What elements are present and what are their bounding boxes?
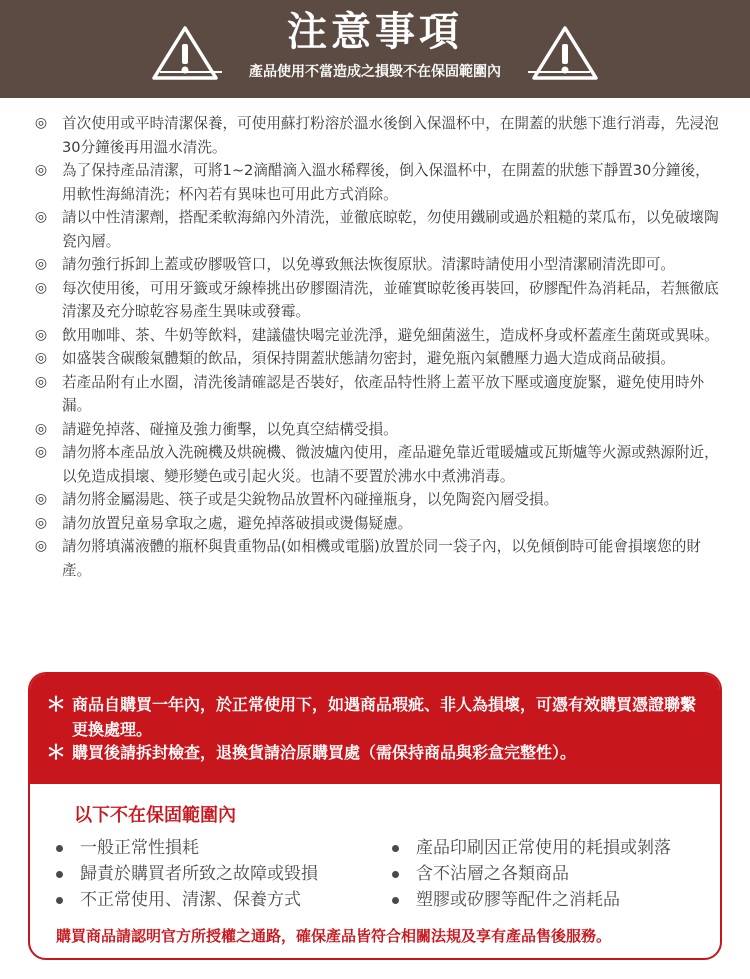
list-item — [30, 418, 724, 442]
exclusion-text: 塑膠或矽膠等配件之消耗品 — [416, 890, 620, 910]
list-item — [30, 324, 724, 348]
list-item — [30, 347, 724, 371]
list-item — [30, 159, 724, 206]
exclusion-item — [392, 862, 569, 886]
bullet-mark: ◎ — [34, 514, 48, 531]
exclusion-item — [56, 888, 301, 912]
warranty-line-1 — [46, 692, 706, 742]
bullet-dot — [392, 897, 399, 904]
warranty-box — [28, 672, 722, 960]
bullet-dot — [56, 871, 63, 878]
exclusion-item — [56, 862, 318, 886]
note-text: 飲用咖啡、茶、牛奶等飲料，建議儘快喝完並洗淨，避免細菌滋生，造成杯身或杯蓋產生菌斑或異味。 — [62, 326, 719, 344]
list-item — [30, 535, 724, 582]
bullet-mark: ◎ — [34, 538, 48, 554]
warranty-text-2: 購買後請拆封檢查，退換貨請洽原購買處（需保持商品與彩盒完整性）。 — [72, 743, 577, 762]
note-text: 請以中性清潔劑，搭配柔軟海綿內外清洗，並徹底晾乾，勿使用鐵刷或過於粗糙的菜瓜布，以免破壞陶瓷內層。 — [62, 209, 719, 250]
page-subtitle: 產品使用不當造成之損毀不在保固範圍內 — [249, 64, 501, 80]
list-item — [30, 112, 724, 159]
exclusion-item — [56, 836, 199, 860]
bullet-mark: ◎ — [34, 279, 48, 296]
bullet-mark: ◎ — [34, 162, 48, 178]
asterisk-mark: ＊ — [46, 692, 66, 716]
list-item — [30, 488, 724, 512]
bullet-mark: ◎ — [34, 420, 48, 437]
asterisk-mark: ＊ — [46, 740, 66, 764]
list-item — [30, 277, 724, 324]
note-text: 請勿將金屬湯匙、筷子或是尖銳物品放置杯內碰撞瓶身，以免陶瓷內層受損。 — [62, 491, 559, 508]
bullet-mark: ◎ — [34, 326, 48, 343]
exclusion-text: 含不沾層之各類商品 — [416, 864, 569, 884]
warranty-line-2 — [46, 740, 706, 765]
exclusion-text: 產品印刷因正常使用的耗損或剝落 — [416, 838, 671, 858]
exclusion-text: 一般正常性損耗 — [80, 838, 199, 858]
bullet-dot — [392, 845, 399, 852]
bullet-mark: ◎ — [34, 444, 48, 460]
bullet-mark: ◎ — [34, 373, 48, 390]
note-text: 請勿放置兒童易拿取之處，避免掉落破損或燙傷疑慮。 — [62, 514, 413, 532]
bullet-dot — [56, 845, 63, 852]
notice-header — [0, 0, 750, 98]
note-text: 首次使用或平時清潔保養，可使用蘇打粉溶於溫水後倒入保溫杯中，在開蓋的狀態下進行消毒，先浸泡30分鐘後再用溫水清洗。 — [62, 115, 719, 156]
bullet-dot — [392, 871, 399, 878]
warning-icon — [530, 24, 600, 82]
note-text: 請勿將本產品放入洗碗機及烘碗機、微波爐內使用，產品避免靠近電暖爐或瓦斯爐等火源或熱源附近，以免造成損壞、變形變色或引起火災。也請不要置於沸水中煮沸消毒。 — [62, 444, 719, 485]
page-title: 注意事項 — [287, 9, 463, 55]
bullet-mark: ◎ — [34, 350, 48, 366]
exclusion-item — [392, 888, 620, 912]
note-text: 每次使用後，可用牙籤或牙線棒挑出矽膠圈清洗，並確實晾乾後再裝回，矽膠配件為消耗品，若無徹底清潔及充分晾乾容易產生異味或發霉。 — [62, 279, 719, 320]
note-text: 如盛裝含碳酸氣體類的飲品，須保持開蓋狀態請勿密封，避免瓶內氣體壓力過大造成商品破損。 — [62, 350, 675, 367]
warranty-text-1: 商品自購買一年內，於正常使用下，如遇商品瑕疵、非人為損壞，可憑有效購買憑證聯繫更換處理。 — [72, 695, 697, 739]
authorized-channel-note: 購買商品請認明官方所授權之通路，確保產品皆符合相關法規及享有產品售後服務。 — [56, 927, 612, 945]
note-text: 為了保持產品清潔，可將1~2滴醋滴入溫水稀釋後，倒入保溫杯中，在開蓋的狀態下靜置30分鐘後，用軟性海綿清洗；杯內若有異味也可用此方式消除。 — [62, 162, 710, 203]
list-item — [30, 253, 724, 277]
list-item — [30, 512, 724, 536]
exclusion-text: 不正常使用、清潔、保養方式 — [80, 890, 301, 910]
list-item — [30, 371, 724, 418]
bullet-dot — [56, 897, 63, 904]
exclusion-text: 歸責於購買者所致之故障或毀損 — [80, 864, 318, 884]
bullet-mark: ◎ — [34, 491, 48, 507]
bullet-mark: ◎ — [34, 256, 48, 272]
note-text: 請勿將填滿液體的瓶杯與貴重物品(如相機或電腦)放置於同一袋子內，以免傾倒時可能會損壞您的財產。 — [62, 538, 701, 579]
care-notes-list — [30, 112, 724, 582]
list-item — [30, 206, 724, 253]
warranty-banner — [30, 674, 720, 784]
exclusions-title: 以下不在保固範圍內 — [74, 805, 236, 826]
note-text: 請避免掉落、碰撞及強力衝擊，以免真空結構受損。 — [62, 420, 398, 438]
list-item — [30, 441, 724, 488]
note-text: 請勿強行拆卸上蓋或矽膠吸管口，以免導致無法恢復原狀。清潔時請使用小型清潔刷清洗即可。 — [62, 256, 675, 273]
bullet-mark: ◎ — [34, 209, 48, 225]
exclusion-item — [392, 836, 671, 860]
bullet-mark: ◎ — [34, 115, 48, 131]
note-text: 若產品附有止水圈，清洗後請確認是否裝好，依產品特性將上蓋平放下壓或適度旋緊，避免使用時外漏。 — [62, 373, 705, 414]
